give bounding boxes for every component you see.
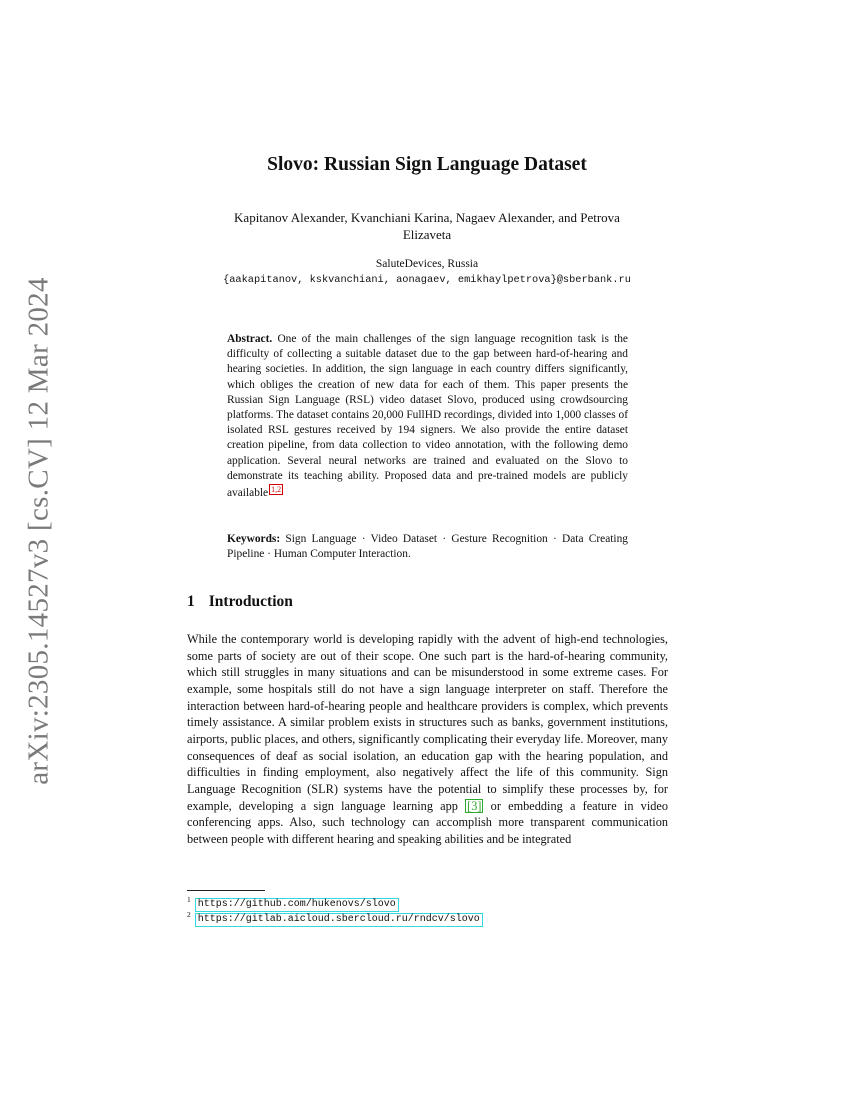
footnote-rule bbox=[187, 890, 265, 891]
author-emails: {aakapitanov, kskvanchiani, aonagaev, emikhaylpetrova}@sberbank.ru bbox=[223, 274, 631, 286]
abstract-text: One of the main challenges of the sign language recognition task is the difficulty of collecting a suitable dataset due to the gap between hard-of-hearing and hearing societies. In addition, the sign language in each country differs significantly, which obliges the creation of new data for each of them. This paper presents the Russian Sign Language (RSL) video dataset Slovo, produced using crowdsourcing platforms. The dataset contains 20,000 FullHD recordings, divided into 1,000 classes of isolated RSL gestures received by 194 signers. We also provide the entire dataset creation pipeline, from data collection to video annotation, with the following demo application. Several neural networks are trained and evaluated on the Slovo to demonstrate its teaching ability. Proposed data and pre-trained models are publicly available bbox=[227, 333, 628, 500]
footnote-url-link[interactable]: https://gitlab.aicloud.sbercloud.ru/rndcv/slovo bbox=[195, 913, 483, 927]
author-line-1: Kapitanov Alexander, Kvanchiani Karina, Nagaev Alexander, and Petrova bbox=[234, 210, 620, 225]
abstract-label: Abstract. bbox=[227, 333, 273, 345]
keywords-label: Keywords: bbox=[227, 533, 281, 545]
footnote-mark: 1 bbox=[187, 895, 191, 904]
paragraph-text-2: or embedding a feature in video conferencing apps. Also, such technology can accomplish more transparent communication between people with different hearing and speaking abilities and be integrated bbox=[187, 798, 668, 846]
affiliation: SaluteDevices, Russia bbox=[375, 258, 479, 270]
footnote-2 bbox=[187, 908, 483, 927]
keywords bbox=[227, 532, 628, 562]
paper-title: Slovo: Russian Sign Language Dataset bbox=[267, 154, 587, 175]
footnote-link[interactable]: 1,2 bbox=[271, 485, 282, 495]
footnote-url-link[interactable]: https://github.com/hukenovs/slovo bbox=[195, 898, 399, 912]
author-line-2: Elizaveta bbox=[402, 227, 452, 242]
section-number: 1 bbox=[187, 593, 195, 610]
citation-link[interactable]: [3] bbox=[467, 798, 482, 813]
arxiv-stamp bbox=[14, 277, 64, 785]
abstract bbox=[227, 332, 628, 501]
footnote-mark: 2 bbox=[187, 910, 191, 919]
introduction-paragraph bbox=[187, 631, 668, 848]
section-heading bbox=[187, 593, 293, 611]
paragraph-text-1: While the contemporary world is developing rapidly with the advent of high-end technologies, some parts of society are out of their scope. One such part is the hard-of-hearing community, which still struggles in many situations and can be misunderstood in some extreme cases. For example, some hospitals still do not have a sign language interpreter on staff. Therefore the interaction between hard-of-hearing people and healthcare providers is complex, which prevents timely assistance. A similar problem exists in structures such as banks, government institutions, airports, public places, and others, significantly complicating their everyday life. Moreover, many consequences of deaf as social isolation, an education gap with the hearing population, and difficulties in finding employment, also negatively affect the life of this community. Sign Language Recognition (SLR) systems have the potential to simplify these processes by, for example, developing a sign language learning app bbox=[187, 632, 668, 813]
keywords-text: Sign Language · Video Dataset · Gesture Recognition · Data Creating Pipeline · Human Computer Interaction. bbox=[227, 533, 628, 561]
author-list bbox=[187, 209, 667, 243]
arxiv-identifier: arXiv:2305.14527v3 [cs.CV] 12 Mar 2024 bbox=[22, 277, 55, 785]
section-title: Introduction bbox=[208, 593, 293, 610]
